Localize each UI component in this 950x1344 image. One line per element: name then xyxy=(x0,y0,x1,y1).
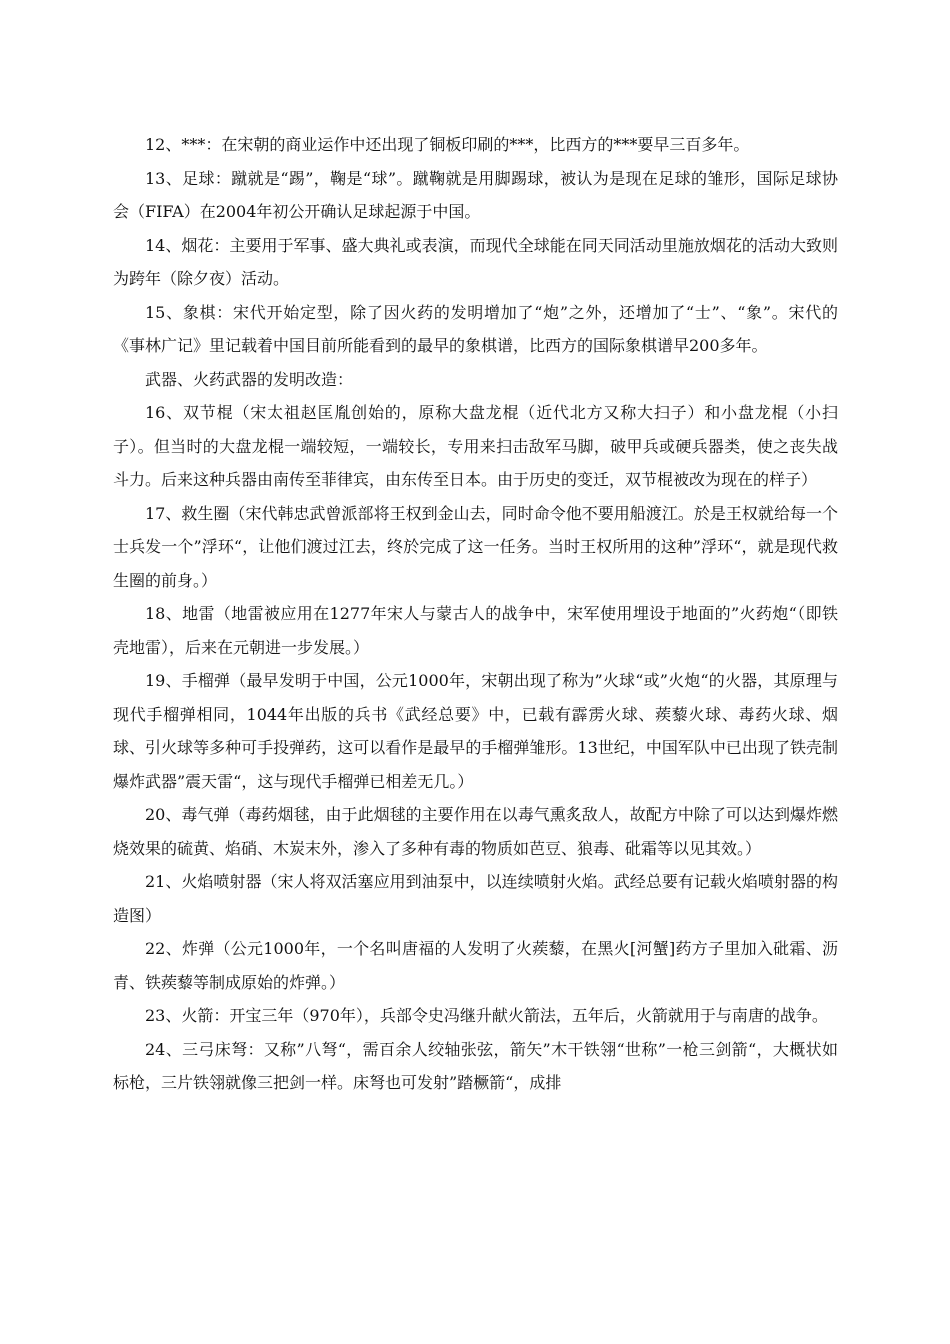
paragraph-15-chess: 15、象棋：宋代开始定型，除了因火药的发明增加了“炮”之外，还增加了“士”、“象”。宋代的《事林广记》里记载着中国目前所能看到的最早的象棋谱，比西方的国际象棋谱早200多年。 xyxy=(113,302,838,355)
paragraph-23-rocket: 23、火箭：开宝三年（970年），兵部令史冯继升献火箭法，五年后，火箭就用于与南唐的战争。 xyxy=(145,1006,828,1025)
paragraph-16-nunchaku: 16、双节棍（宋太祖赵匡胤创始的，原称大盘龙棍（近代北方又称大扫子）和小盘龙棍（小扫子）。但当时的大盘龙棍一端较短，一端较长，专用来扫击敌军马脚，破甲兵或硬兵器类，使之丧失战斗力。后来这种兵器由南传至菲律宾，由东传至日本。由于历史的变迁，双节棍被改为现在的样子） xyxy=(113,403,838,489)
paragraph-13-football: 13、足球：蹴就是“踢”，鞠是“球”。蹴鞠就是用脚踢球，被认为是现在足球的雏形，国际足球协会（FIFA）在2004年初公开确认足球起源于中国。 xyxy=(113,168,838,221)
paragraph-17-life-buoy: 17、救生圈（宋代韩忠武曾派部将王权到金山去，同时命令他不要用船渡江。於是王权就给每一个士兵发一个”浮环“，让他们渡过江去，终於完成了这一任务。当时王权所用的这种”浮环“，就是现代救生圈的前身。） xyxy=(113,503,838,590)
paragraph-18-landmine: 18、地雷（地雷被应用在1277年宋人与蒙古人的战争中，宋军使用埋设于地面的”火药炮“（即铁壳地雷），后来在元朝进一步发展。） xyxy=(113,604,838,657)
paragraph-14-fireworks: 14、烟花：主要用于军事、盛大典礼或表演，而现代全球能在同天同活动里施放烟花的活动大致则为跨年（除夕夜）活动。 xyxy=(113,235,838,288)
paragraph-22-bomb: 22、炸弹（公元1000年，一个名叫唐福的人发明了火蒺藜，在黑火[河蟹]药方子里加入砒霜、沥青、铁蒺藜等制成原始的炸弹。） xyxy=(113,939,838,992)
paragraph-12-printing: 12、***：在宋朝的商业运作中还出现了铜板印刷的***，比西方的***要早三百多年。 xyxy=(145,135,750,154)
section-heading-weapons: 武器、火药武器的发明改造： xyxy=(145,369,354,389)
document-page xyxy=(113,128,838,1100)
paragraph-20-gas-bomb: 20、毒气弹（毒药烟毬，由于此烟毬的主要作用在以毒气熏炙敌人，故配方中除了可以达到爆炸燃烧效果的硫黄、焰硝、木炭末外，渗入了多种有毒的物质如芭豆、狼毒、砒霜等以见其效。） xyxy=(113,805,838,858)
paragraph-19-grenade: 19、手榴弹（最早发明于中国，公元1000年，宋朝出现了称为”火球“或”火炮“的火器，其原理与现代手榴弹相同，1044年出版的兵书《武经总要》中，已载有霹雳火球、蒺藜火球、毒药火球、烟球、引火球等多种可手投弹药，这可以看作是最早的手榴弹雏形。13世纪，中国军队中已出现了铁壳制爆炸武器”震天雷“，这与现代手榴弹已相差无几。） xyxy=(113,671,838,791)
paragraph-21-flamethrower: 21、火焰喷射器（宋人将双活塞应用到油泵中，以连续喷射火焰。武经总要有记载火焰喷射器的构造图） xyxy=(113,872,838,925)
paragraph-24-crossbow: 24、三弓床弩：又称”八弩“，需百余人绞轴张弦，箭矢”木干铁翎“世称”一枪三剑箭“，大概状如标枪，三片铁翎就像三把剑一样。床弩也可发射”踏橛箭“，成排 xyxy=(113,1039,838,1092)
